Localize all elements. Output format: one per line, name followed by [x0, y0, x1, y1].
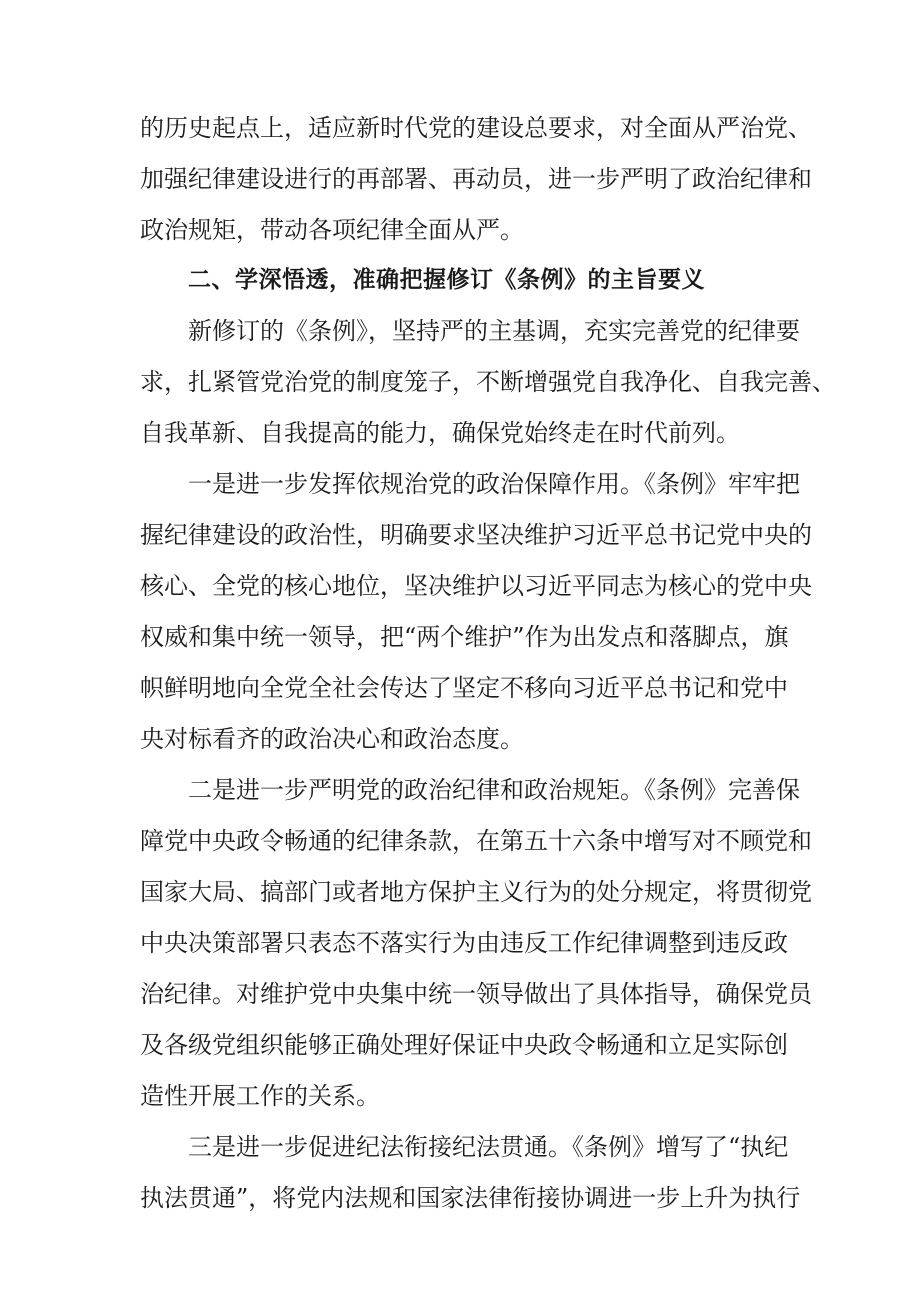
- paragraph-line: 执法贯通”，将党内法规和国家法律衔接协调进一步上升为执行: [140, 1184, 801, 1212]
- paragraph-line: 权威和集中统一领导，把“两个维护”作为出发点和落脚点，旗: [140, 623, 789, 651]
- paragraph-line: 造性开展工作的关系。: [140, 1082, 380, 1110]
- paragraph-line: 的历史起点上，适应新时代党的建设总要求，对全面从严治党、: [140, 114, 812, 142]
- paragraph-line: 政治规矩，带动各项纪律全面从严。: [140, 216, 524, 244]
- paragraph-line: 核心、全党的核心地位，坚决维护以习近平同志为核心的党中央: [140, 572, 812, 600]
- paragraph-line: 障党中央政令畅通的纪律条款，在第五十六条中增写对不顾党和: [140, 827, 812, 855]
- paragraph-line: 三是进一步促进纪法衔接纪法贯通。《条例》增写了“执纪: [188, 1133, 789, 1161]
- paragraph-line: 及各级党组织能够正确处理好保证中央政令畅通和立足实际创: [140, 1031, 788, 1059]
- paragraph-line: 央对标看齐的政治决心和政治态度。: [140, 725, 524, 753]
- paragraph-line: 一是进一步发挥依规治党的政治保障作用。《条例》牢牢把: [188, 470, 800, 498]
- paragraph-line: 治纪律。对维护党中央集中统一领导做出了具体指导，确保党员: [140, 980, 812, 1008]
- paragraph-line: 国家大局、搞部门或者地方保护主义行为的处分规定，将贯彻党: [140, 878, 812, 906]
- paragraph-line: 握纪律建设的政治性，明确要求坚决维护习近平总书记党中央的: [140, 521, 812, 549]
- paragraph-line: 帜鲜明地向全党全社会传达了坚定不移向习近平总书记和党中: [140, 674, 788, 702]
- paragraph-line: 新修订的《条例》，坚持严的主基调，充实完善党的纪律要: [188, 317, 800, 345]
- paragraph-line: 自我革新、自我提高的能力，确保党始终走在时代前列。: [140, 419, 740, 447]
- paragraph-line: 二是进一步严明党的政治纪律和政治规矩。《条例》完善保: [188, 776, 800, 804]
- paragraph-line: 加强纪律建设进行的再部署、再动员，进一步严明了政治纪律和: [140, 165, 812, 193]
- paragraph-line: 中央决策部署只表态不落实行为由违反工作纪律调整到违反政: [140, 929, 788, 957]
- section-heading: 二、学深悟透，准确把握修订《条例》的主旨要义: [188, 267, 705, 293]
- paragraph-line: 求，扎紧管党治党的制度笼子，不断增强党自我净化、自我完善、: [140, 368, 836, 396]
